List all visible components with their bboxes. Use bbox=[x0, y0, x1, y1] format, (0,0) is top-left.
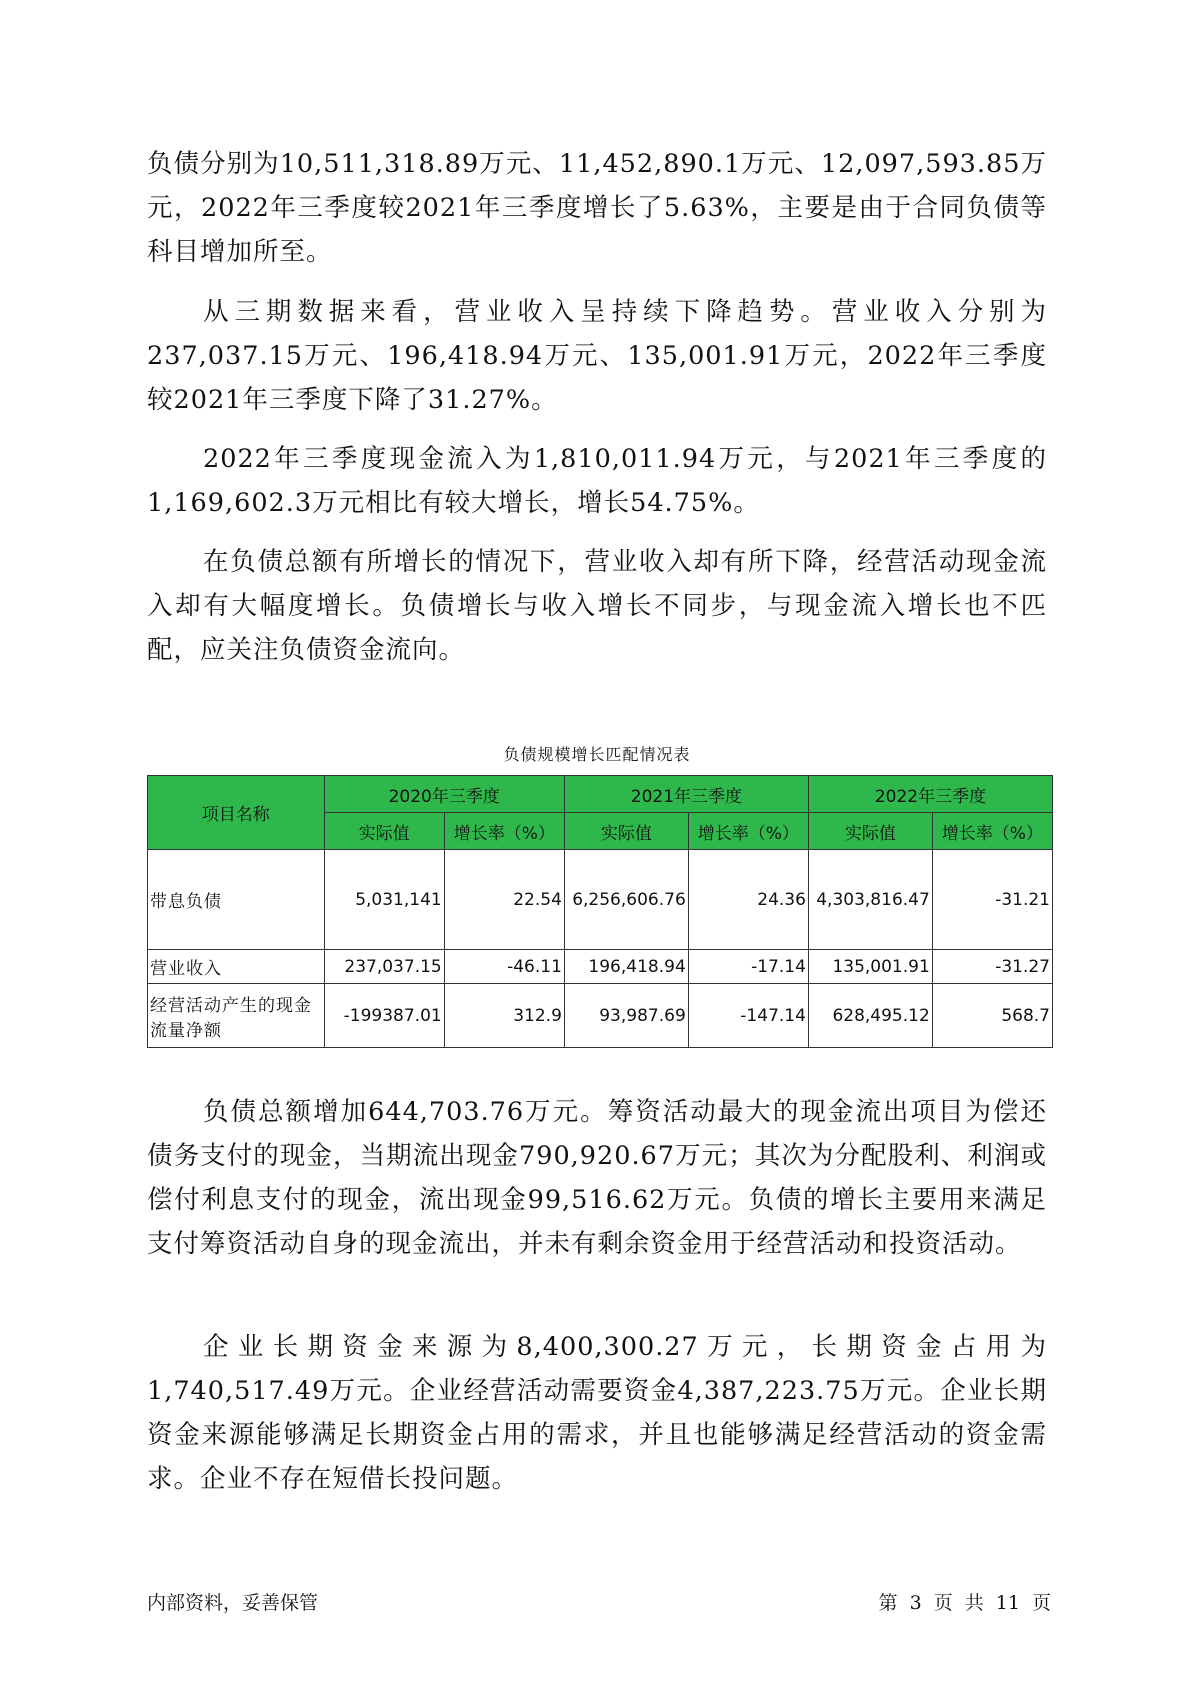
footer-confidential-note: 内部资料，妥善保管 bbox=[147, 1592, 319, 1614]
table-cell: 135,001.91 bbox=[808, 950, 932, 984]
header-period-2021: 2021年三季度 bbox=[564, 776, 808, 813]
table-row bbox=[148, 850, 1053, 950]
paragraph-financing: 负债总额增加644,703.76万元。筹资活动最大的现金流出项目为偿还债务支付的现金，当期流出现金790,920.67万元；其次为分配股利、利润或偿付利息支付的现金，流出现金99,516.62万元。负债的增长主要用来满足支付筹资活动自身的现金流出，并未有剩余资金用于经营活动和投资活动。 bbox=[147, 1097, 1047, 1259]
paragraph-long-term-funds: 企业长期资金来源为8,400,300.27万元，长期资金占用为1,740,517.49万元。企业经营活动需要资金4,387,223.75万元。企业长期资金来源能够满足长期资金占用的需求，并且也能够满足经营活动的资金需求。企业不存在短借长投问题。 bbox=[147, 1332, 1047, 1494]
header-growth-2021: 增长率（%） bbox=[688, 813, 808, 850]
table-cell: 196,418.94 bbox=[564, 950, 688, 984]
table-cell: -46.11 bbox=[444, 950, 564, 984]
table-cell: 4,303,816.47 bbox=[808, 850, 932, 950]
table-cell: 24.36 bbox=[688, 850, 808, 950]
table-row bbox=[148, 950, 1053, 984]
table-cell: -31.27 bbox=[932, 950, 1052, 984]
paragraph-revenue: 从三期数据来看，营业收入呈持续下降趋势。营业收入分别为237,037.15万元、196,418.94万元、135,001.91万元，2022年三季度较2021年三季度下降了31.27%。 bbox=[147, 297, 1047, 415]
header-actual-2020: 实际值 bbox=[324, 813, 444, 850]
table-cell: -147.14 bbox=[688, 984, 808, 1048]
header-period-2020: 2020年三季度 bbox=[324, 776, 564, 813]
header-period-2022: 2022年三季度 bbox=[808, 776, 1052, 813]
table-cell: -199387.01 bbox=[324, 984, 444, 1048]
paragraph-cash-inflow: 2022年三季度现金流入为1,810,011.94万元，与2021年三季度的1,169,602.3万元相比有较大增长，增长54.75%。 bbox=[147, 444, 1047, 518]
header-growth-2022: 增长率（%） bbox=[932, 813, 1052, 850]
header-growth-2020: 增长率（%） bbox=[444, 813, 564, 850]
row-label: 营业收入 bbox=[148, 950, 325, 984]
footer-page-number: 第 3 页 共 11 页 bbox=[878, 1592, 1051, 1614]
table-cell: 237,037.15 bbox=[324, 950, 444, 984]
table-cell: 5,031,141 bbox=[324, 850, 444, 950]
header-actual-2022: 实际值 bbox=[808, 813, 932, 850]
table-row bbox=[148, 984, 1053, 1048]
row-label: 经营活动产生的现金流量净额 bbox=[148, 984, 325, 1048]
table-caption: 负债规模增长匹配情况表 bbox=[503, 745, 691, 764]
table-cell: 568.7 bbox=[932, 984, 1052, 1048]
table-cell: 22.54 bbox=[444, 850, 564, 950]
liability-growth-table bbox=[147, 775, 1053, 1048]
table-cell: -31.21 bbox=[932, 850, 1052, 950]
table-cell: 312.9 bbox=[444, 984, 564, 1048]
paragraph-liabilities: 负债分别为10,511,318.89万元、11,452,890.1万元、12,097,593.85万元，2022年三季度较2021年三季度增长了5.63%，主要是由于合同负债等科目增加所至。 bbox=[147, 149, 1047, 267]
table-cell: 93,987.69 bbox=[564, 984, 688, 1048]
table-cell: 628,495.12 bbox=[808, 984, 932, 1048]
table-cell: 6,256,606.76 bbox=[564, 850, 688, 950]
header-actual-2021: 实际值 bbox=[564, 813, 688, 850]
row-label: 带息负债 bbox=[148, 850, 325, 950]
table-cell: -17.14 bbox=[688, 950, 808, 984]
header-item-name: 项目名称 bbox=[148, 776, 325, 850]
paragraph-mismatch: 在负债总额有所增长的情况下，营业收入却有所下降，经营活动现金流入却有大幅度增长。负债增长与收入增长不同步，与现金流入增长也不匹配，应关注负债资金流向。 bbox=[147, 547, 1047, 665]
